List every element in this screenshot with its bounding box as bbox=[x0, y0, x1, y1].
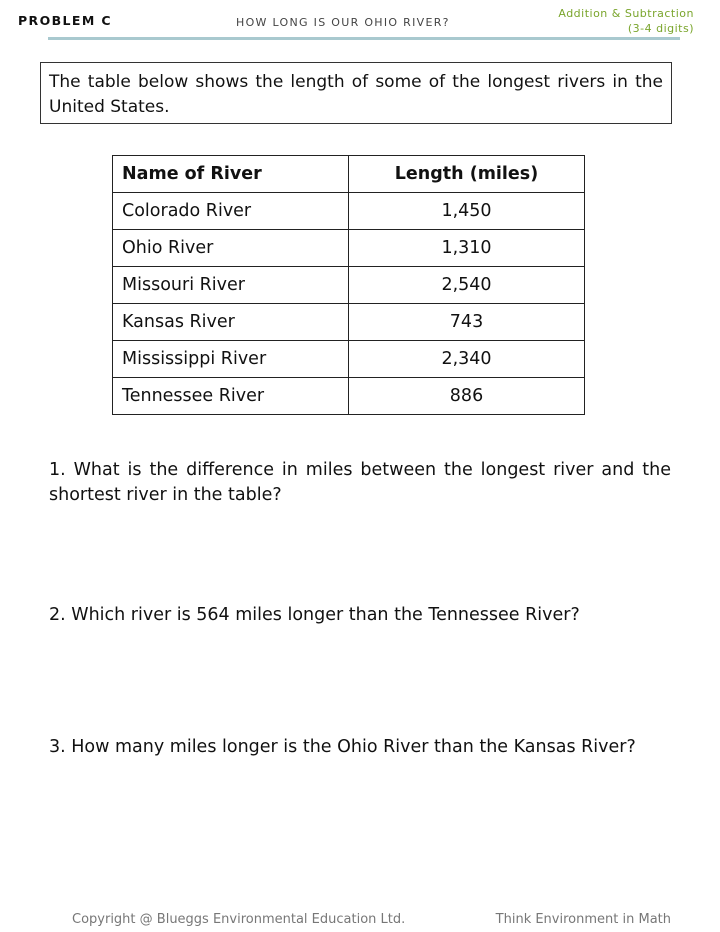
river-length: 1,450 bbox=[349, 193, 585, 230]
table-row bbox=[113, 304, 585, 341]
table-row bbox=[113, 193, 585, 230]
river-name: Colorado River bbox=[113, 193, 349, 230]
column-header-name: Name of River bbox=[113, 156, 349, 193]
question-1: 1. What is the difference in miles between the longest river and the shortest river in the table? bbox=[49, 460, 671, 505]
topic-label bbox=[558, 6, 694, 36]
river-length: 743 bbox=[349, 304, 585, 341]
rivers-table bbox=[112, 155, 585, 415]
question-3: 3. How many miles longer is the Ohio River than the Kansas River? bbox=[49, 737, 636, 757]
intro-box: The table below shows the length of some of the longest rivers in the United States. bbox=[40, 62, 672, 124]
problem-label: PROBLEM C bbox=[18, 13, 113, 28]
table-row bbox=[113, 378, 585, 415]
table-row bbox=[113, 267, 585, 304]
river-name: Tennessee River bbox=[113, 378, 349, 415]
river-name: Mississippi River bbox=[113, 341, 349, 378]
river-name: Kansas River bbox=[113, 304, 349, 341]
topic-line-2: (3-4 digits) bbox=[627, 22, 694, 35]
table-row bbox=[113, 230, 585, 267]
river-name: Ohio River bbox=[113, 230, 349, 267]
river-name: Missouri River bbox=[113, 267, 349, 304]
question-2: 2. Which river is 564 miles longer than the Tennessee River? bbox=[49, 605, 580, 625]
river-length: 2,340 bbox=[349, 341, 585, 378]
river-length: 2,540 bbox=[349, 267, 585, 304]
river-length: 1,310 bbox=[349, 230, 585, 267]
table-header-row bbox=[113, 156, 585, 193]
column-header-length: Length (miles) bbox=[349, 156, 585, 193]
worksheet-title: HOW LONG IS OUR OHIO RIVER? bbox=[236, 16, 450, 29]
footer-copyright: Copyright @ Blueggs Environmental Education Ltd. bbox=[72, 912, 406, 927]
river-length: 886 bbox=[349, 378, 585, 415]
topic-line-1: Addition & Subtraction bbox=[558, 7, 694, 20]
header-divider bbox=[48, 37, 680, 40]
table-row bbox=[113, 341, 585, 378]
footer-tagline: Think Environment in Math bbox=[495, 912, 671, 927]
